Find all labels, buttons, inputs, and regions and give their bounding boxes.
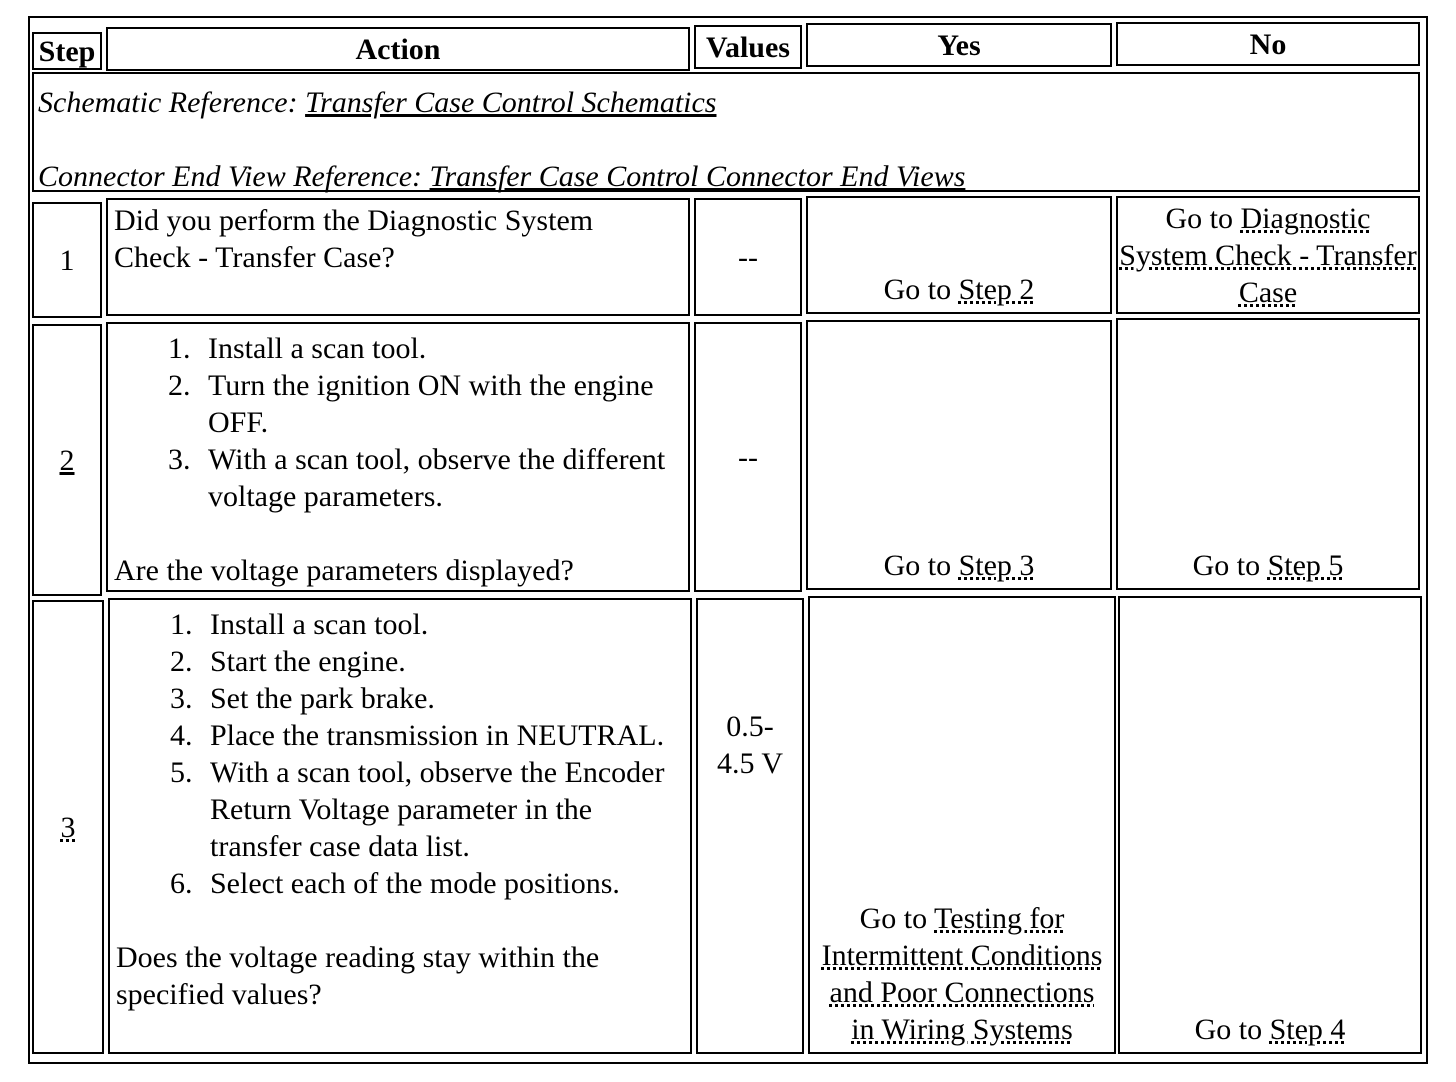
step-3-yes-link[interactable]: Testing for Intermittent Conditions and Poor Connections in Wiring Systems (821, 902, 1103, 1046)
step-1-number: 1 (32, 202, 102, 318)
step-3-yes-prefix: Go to (859, 902, 935, 935)
step-3-number (32, 600, 104, 1054)
step-2-yes-link[interactable]: Step 3 (958, 549, 1035, 582)
step-1-question: Did you perform the Diagnostic System Check - Transfer Case? (114, 204, 594, 274)
step-1-value: -- (694, 198, 802, 316)
header-no: No (1116, 22, 1420, 66)
step-2-instructions (114, 330, 682, 515)
step-2-no-link[interactable]: Step 5 (1267, 549, 1344, 582)
step-3-no (1118, 596, 1422, 1054)
step-2-no (1116, 318, 1420, 590)
step-2-yes (806, 320, 1112, 590)
connector-reference-label: Connector End View Reference: (38, 160, 430, 193)
schematic-reference-label: Schematic Reference: (38, 86, 306, 119)
header-step: Step (32, 32, 102, 70)
step-1-yes-link[interactable]: Step 2 (958, 273, 1035, 306)
step-1-no-link[interactable]: Diagnostic System Check - Transfer Case (1119, 202, 1417, 309)
step-3-no-link[interactable]: Step 4 (1269, 1013, 1346, 1046)
step-3-number-link[interactable]: 3 (60, 810, 76, 844)
reference-row (32, 72, 1420, 192)
step-2-question: Are the voltage parameters displayed? (114, 554, 574, 587)
step-3-value: 0.5-4.5 V (696, 598, 804, 1054)
step-2-number (32, 324, 102, 596)
step-1-no (1116, 196, 1420, 314)
step-2-value: -- (694, 322, 802, 592)
step-2-item: 3. With a scan tool, observe the different voltage parameters. (198, 441, 682, 515)
step-3-item: 4. Place the transmission in NEUTRAL. (200, 717, 684, 754)
header-action: Action (106, 27, 690, 71)
connector-reference-link[interactable]: Transfer Case Control Connector End Views (429, 160, 966, 193)
header-values: Values (694, 25, 802, 69)
step-3-no-prefix: Go to (1194, 1013, 1270, 1046)
step-3-question: Does the voltage reading stay within the specified values? (116, 941, 600, 1011)
schematic-reference-link[interactable]: Transfer Case Control Schematics (305, 86, 717, 119)
step-2-no-prefix: Go to (1192, 549, 1268, 582)
step-3-item: 3. Set the park brake. (200, 680, 684, 717)
step-3-instructions (116, 606, 684, 902)
step-2-item: 2. Turn the ignition ON with the engine OFF. (198, 367, 682, 441)
step-2-yes-prefix: Go to (883, 549, 959, 582)
step-2-item: 1. Install a scan tool. (198, 330, 682, 367)
step-1-yes-prefix: Go to (883, 273, 959, 306)
step-3-item: 5. With a scan tool, observe the Encoder Return Voltage parameter in the transfer case data list. (200, 754, 684, 865)
step-2-number-link[interactable]: 2 (59, 443, 75, 477)
step-1-no-prefix: Go to (1165, 202, 1241, 235)
step-1-action (106, 198, 690, 316)
header-yes: Yes (806, 23, 1112, 67)
step-3-item: 1. Install a scan tool. (200, 606, 684, 643)
step-3-item: 6. Select each of the mode positions. (200, 865, 684, 902)
step-2-action (106, 322, 690, 592)
step-3-action (108, 598, 692, 1054)
step-1-yes (806, 196, 1112, 314)
step-3-item: 2. Start the engine. (200, 643, 684, 680)
step-3-yes (808, 596, 1116, 1054)
